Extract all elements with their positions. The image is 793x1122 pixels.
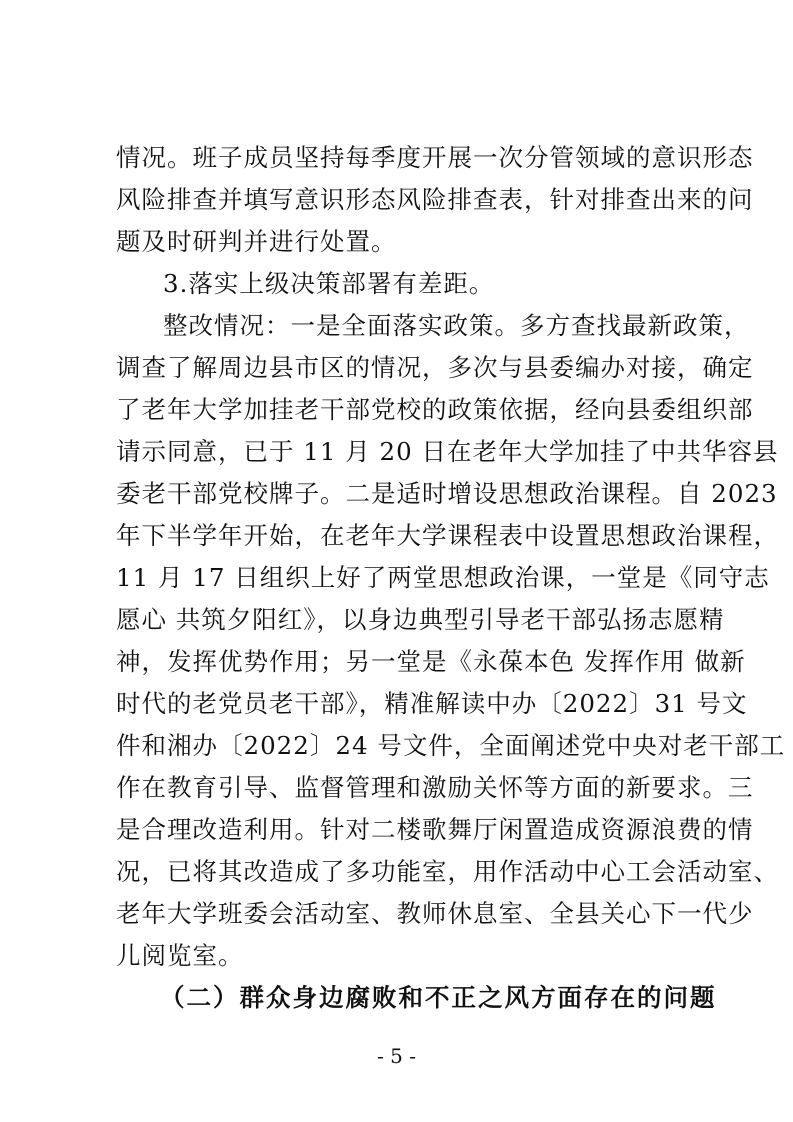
body-line-17: 是合理改造利用。针对二楼歌舞厅闲置造成资源浪费的情 — [116, 815, 754, 844]
body-line-20: 儿阅览室。 — [116, 941, 244, 970]
body-line-13: 神，发挥优势作用；另一堂是《永葆本色 发挥作用 做新 — [116, 647, 746, 676]
body-line-18: 况，已将其改造成了多功能室，用作活动中心工会活动室、 — [116, 857, 779, 886]
body-line-15: 件和湘办〔2022〕24 号文件，全面阐述党中央对老干部工 — [116, 731, 786, 760]
body-line-14: 时代的老党员老干部》，精准解读中办〔2022〕31 号文 — [116, 689, 748, 718]
body-line-6: 调查了解周边县市区的情况，多次与县委编办对接，确定 — [116, 353, 754, 382]
section-heading: （二）群众身边腐败和不正之风方面存在的问题 — [160, 983, 717, 1012]
body-line-8: 请示同意，已于 11 月 20 日在老年大学加挂了中共华容县 — [116, 437, 779, 466]
body-line-10: 年下半学年开始，在老年大学课程表中设置思想政治课程， — [116, 521, 779, 550]
body-line-19: 老年大学班委会活动室、教师休息室、全县关心下一代少 — [116, 899, 754, 928]
page-number: - 5 - — [377, 1044, 416, 1068]
body-line-16: 作在教育引导、监督管理和激励关怀等方面的新要求。三 — [116, 773, 754, 802]
body-line-11: 11 月 17 日组织上好了两堂思想政治课，一堂是《同守志 — [116, 563, 770, 592]
body-line-5: 整改情况：一是全面落实政策。多方查找最新政策， — [163, 311, 750, 340]
body-line-1: 情况。班子成员坚持每季度开展一次分管领域的意识形态 — [116, 143, 754, 172]
body-line-9: 委老干部党校牌子。二是适时增设思想政治课程。自 2023 — [116, 479, 778, 508]
body-line-7: 了老年大学加挂老干部党校的政策依据，经向县委组织部 — [116, 395, 754, 424]
subheading-3: 3.落实上级决策部署有差距。 — [163, 269, 495, 298]
body-line-3: 题及时研判并进行处置。 — [116, 227, 397, 256]
body-line-2: 风险排查并填写意识形态风险排查表，针对排查出来的问 — [116, 185, 754, 214]
body-line-12: 愿心 共筑夕阳红》，以身边典型引导老干部弘扬志愿精 — [116, 605, 725, 634]
